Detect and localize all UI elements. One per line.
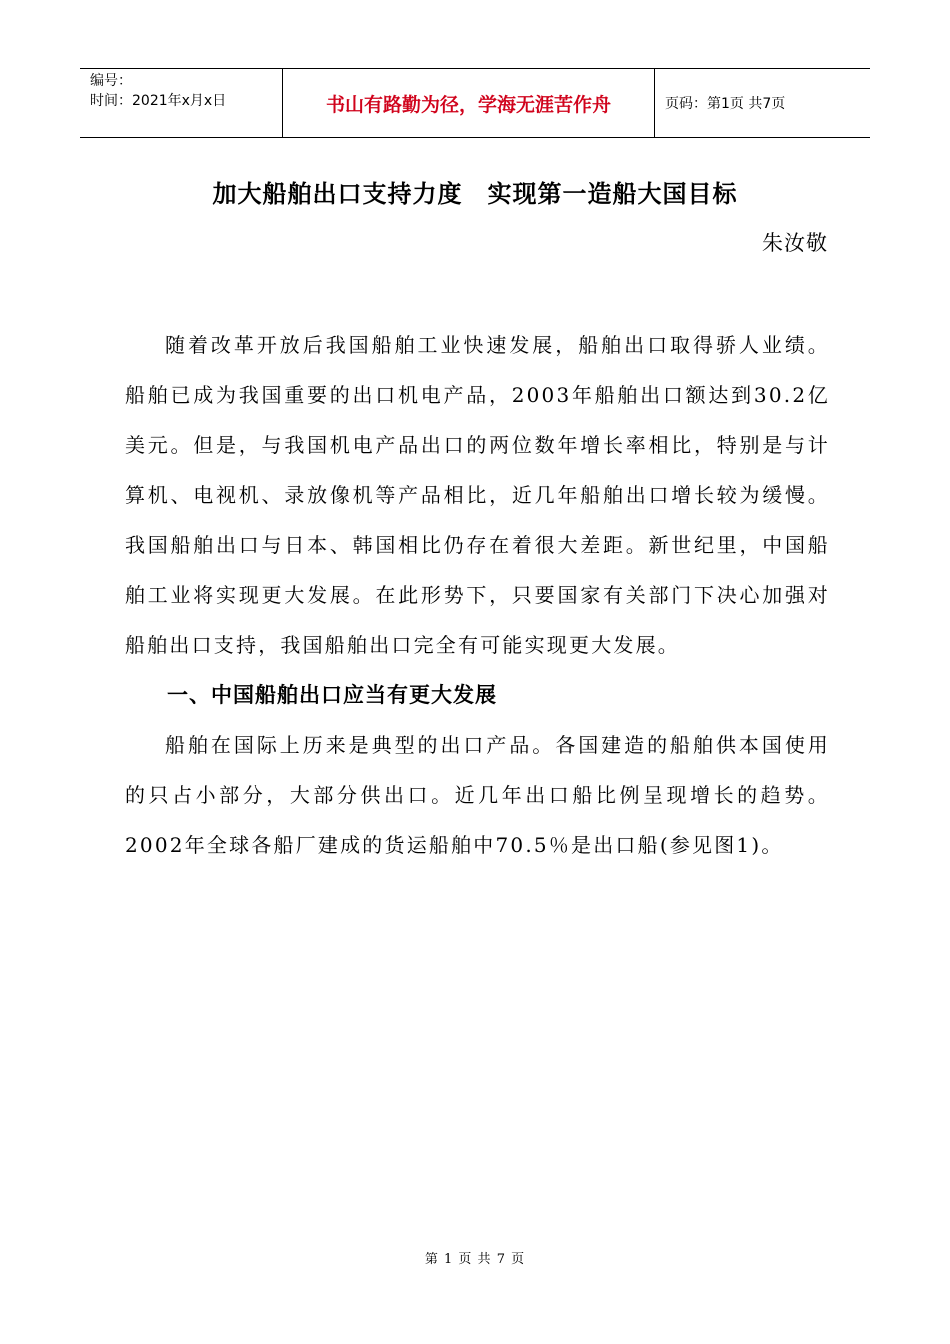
page-info: 页码：第1页 共7页 bbox=[665, 96, 786, 112]
date-label: 时间：2021年x月x日 bbox=[90, 93, 227, 109]
document-title: 加大船舶出口支持力度 实现第一造船大国目标 bbox=[212, 180, 738, 208]
document-body bbox=[125, 320, 830, 870]
header-table bbox=[80, 68, 870, 138]
paragraph: 随着改革开放后我国船舶工业快速发展，船舶出口取得骄人业绩。船舶已成为我国重要的出口机电产品，2003年船舶出口额达到30.2亿美元。但是，与我国机电产品出口的两位数年增长率相比，特别是与计算机、电视机、录放像机等产品相比，近几年船舶出口增长较为缓慢。我国船舶出口与日本、韩国相比仍存在着很大差距。新世纪里，中国船舶工业将实现更大发展。在此形势下，只要国家有关部门下决心加强对船舶出口支持，我国船舶出口完全有可能实现更大发展。 bbox=[125, 333, 830, 657]
header-page-cell bbox=[655, 69, 870, 137]
paragraph: 船舶在国际上历来是典型的出口产品。各国建造的船舶供本国使用的只占小部分，大部分供出口。近几年出口船比例呈现增长的趋势。2002年全球各船厂建成的货运船舶中70.5％是出口船(参见图1)。 bbox=[125, 733, 830, 857]
header-meta-cell bbox=[80, 69, 282, 137]
number-label: 编号： bbox=[90, 73, 132, 89]
motto-text: 书山有路勤为径，学海无涯苦作舟 bbox=[325, 93, 611, 116]
page-footer: 第 1 页 共 7 页 bbox=[424, 1252, 526, 1267]
document-author: 朱汝敬 bbox=[762, 231, 828, 255]
header-motto-cell bbox=[282, 69, 655, 137]
section-heading: 一、中国船舶出口应当有更大发展 bbox=[167, 683, 497, 707]
